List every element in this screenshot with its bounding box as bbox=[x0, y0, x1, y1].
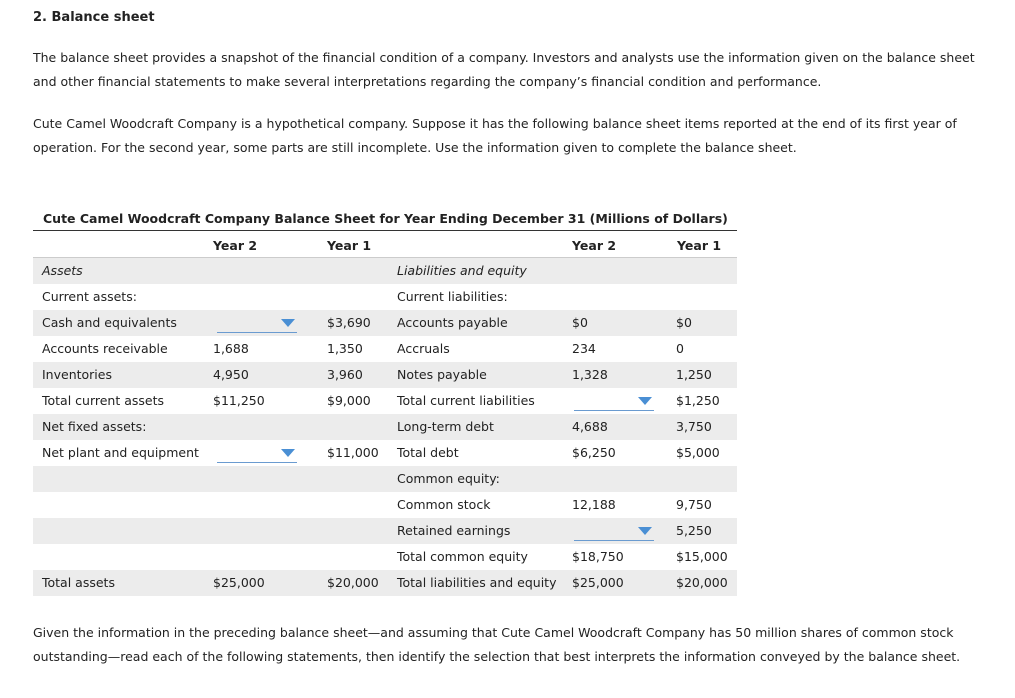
liability-year1-value: $0 bbox=[676, 315, 692, 330]
row-label: Accounts receivable bbox=[42, 341, 168, 356]
liability-year1-value: 0 bbox=[676, 341, 684, 356]
liability-year1-value: $5,000 bbox=[676, 445, 720, 460]
liability-year2-value: $18,750 bbox=[572, 549, 624, 564]
liability-year2-value: $6,250 bbox=[572, 445, 616, 460]
liability-year2-value: 234 bbox=[572, 341, 596, 356]
table-row bbox=[33, 414, 737, 440]
row-label: Inventories bbox=[42, 367, 112, 382]
header-year1-liabilities: Year 1 bbox=[677, 238, 722, 253]
row-label: Common equity: bbox=[397, 471, 500, 486]
liability-year2-value: 4,688 bbox=[572, 419, 608, 434]
row-label: Accruals bbox=[397, 341, 450, 356]
row-label: Total common equity bbox=[397, 549, 528, 564]
asset-year1-value: $9,000 bbox=[327, 393, 371, 408]
table-row bbox=[33, 440, 737, 466]
company-paragraph: Cute Camel Woodcraft Company is a hypothetical company. Suppose it has the following balance sheet items reported at the end of its first year of operation. For the second year, some parts are still incomplete. Use the information given to complete the balance sheet. bbox=[33, 116, 957, 155]
table-row bbox=[33, 310, 737, 336]
liability-year1-value: 1,250 bbox=[676, 367, 712, 382]
question-paragraph: Given the information in the preceding balance sheet—and assuming that Cute Camel Woodcraft Company has 50 million shares of common stock outstanding—read each of the following statements, then identify the selection that best interprets the information conveyed by the balance sheet. bbox=[33, 625, 961, 664]
balance-sheet-title: Cute Camel Woodcraft Company Balance Sheet for Year Ending December 31 (Millions of Dollars) bbox=[43, 211, 728, 226]
row-label: Total current assets bbox=[42, 393, 165, 408]
asset-year1-value: 3,960 bbox=[327, 367, 363, 382]
liability-year1-value: $1,250 bbox=[676, 393, 720, 408]
liability-year2-value: $0 bbox=[572, 315, 588, 330]
title-rule bbox=[33, 230, 737, 231]
answer-dropdown[interactable] bbox=[574, 524, 654, 541]
liability-year1-value: 5,250 bbox=[676, 523, 712, 538]
row-label: Current assets: bbox=[42, 289, 137, 304]
table-row bbox=[33, 284, 737, 310]
table-row bbox=[33, 544, 737, 570]
row-label: Net fixed assets: bbox=[42, 419, 147, 434]
liability-year1-value: 9,750 bbox=[676, 497, 712, 512]
table-row bbox=[33, 570, 737, 596]
row-label: Common stock bbox=[397, 497, 491, 512]
row-label: Current liabilities: bbox=[397, 289, 508, 304]
liability-year2-value: 1,328 bbox=[572, 367, 608, 382]
chevron-down-icon[interactable] bbox=[281, 319, 295, 327]
answer-dropdown[interactable] bbox=[217, 316, 297, 333]
row-label: Retained earnings bbox=[397, 523, 511, 538]
row-label: Total liabilities and equity bbox=[397, 575, 557, 590]
liability-year1-value: $15,000 bbox=[676, 549, 728, 564]
assets-section-label: Assets bbox=[42, 263, 83, 278]
chevron-down-icon[interactable] bbox=[638, 397, 652, 405]
row-label: Total assets bbox=[42, 575, 115, 590]
table-row bbox=[33, 518, 737, 544]
table-row bbox=[33, 466, 737, 492]
header-year2-liabilities: Year 2 bbox=[572, 238, 617, 253]
asset-year2-value: 1,688 bbox=[213, 341, 249, 356]
header-year1-assets: Year 1 bbox=[327, 238, 372, 253]
table-row bbox=[33, 336, 737, 362]
header-year2-assets: Year 2 bbox=[213, 238, 258, 253]
asset-year1-value: $11,000 bbox=[327, 445, 379, 460]
table-row bbox=[33, 388, 737, 414]
asset-year1-value: $20,000 bbox=[327, 575, 379, 590]
row-label: Cash and equivalents bbox=[42, 315, 177, 330]
table-row bbox=[33, 258, 737, 284]
row-label: Accounts payable bbox=[397, 315, 508, 330]
table-row bbox=[33, 362, 737, 388]
chevron-down-icon[interactable] bbox=[638, 527, 652, 535]
intro-paragraph: The balance sheet provides a snapshot of the financial condition of a company. Investors and analysts use the information given on the balance sheet and other financial statements to make several interpretations regarding the company’s financial condition and performance. bbox=[33, 50, 975, 89]
liability-year1-value: $20,000 bbox=[676, 575, 728, 590]
row-label: Total debt bbox=[397, 445, 459, 460]
asset-year2-value: $25,000 bbox=[213, 575, 265, 590]
section-heading: 2. Balance sheet bbox=[33, 10, 155, 25]
liability-year1-value: 3,750 bbox=[676, 419, 712, 434]
answer-dropdown[interactable] bbox=[217, 446, 297, 463]
asset-year1-value: $3,690 bbox=[327, 315, 371, 330]
table-row bbox=[33, 492, 737, 518]
asset-year2-value: 4,950 bbox=[213, 367, 249, 382]
liability-year2-value: 12,188 bbox=[572, 497, 616, 512]
chevron-down-icon[interactable] bbox=[281, 449, 295, 457]
row-label: Notes payable bbox=[397, 367, 487, 382]
asset-year1-value: 1,350 bbox=[327, 341, 363, 356]
liabilities-section-label: Liabilities and equity bbox=[397, 263, 527, 278]
liability-year2-value: $25,000 bbox=[572, 575, 624, 590]
answer-dropdown[interactable] bbox=[574, 394, 654, 411]
row-label: Net plant and equipment bbox=[42, 445, 199, 460]
row-label: Total current liabilities bbox=[397, 393, 535, 408]
row-label: Long-term debt bbox=[397, 419, 494, 434]
asset-year2-value: $11,250 bbox=[213, 393, 265, 408]
